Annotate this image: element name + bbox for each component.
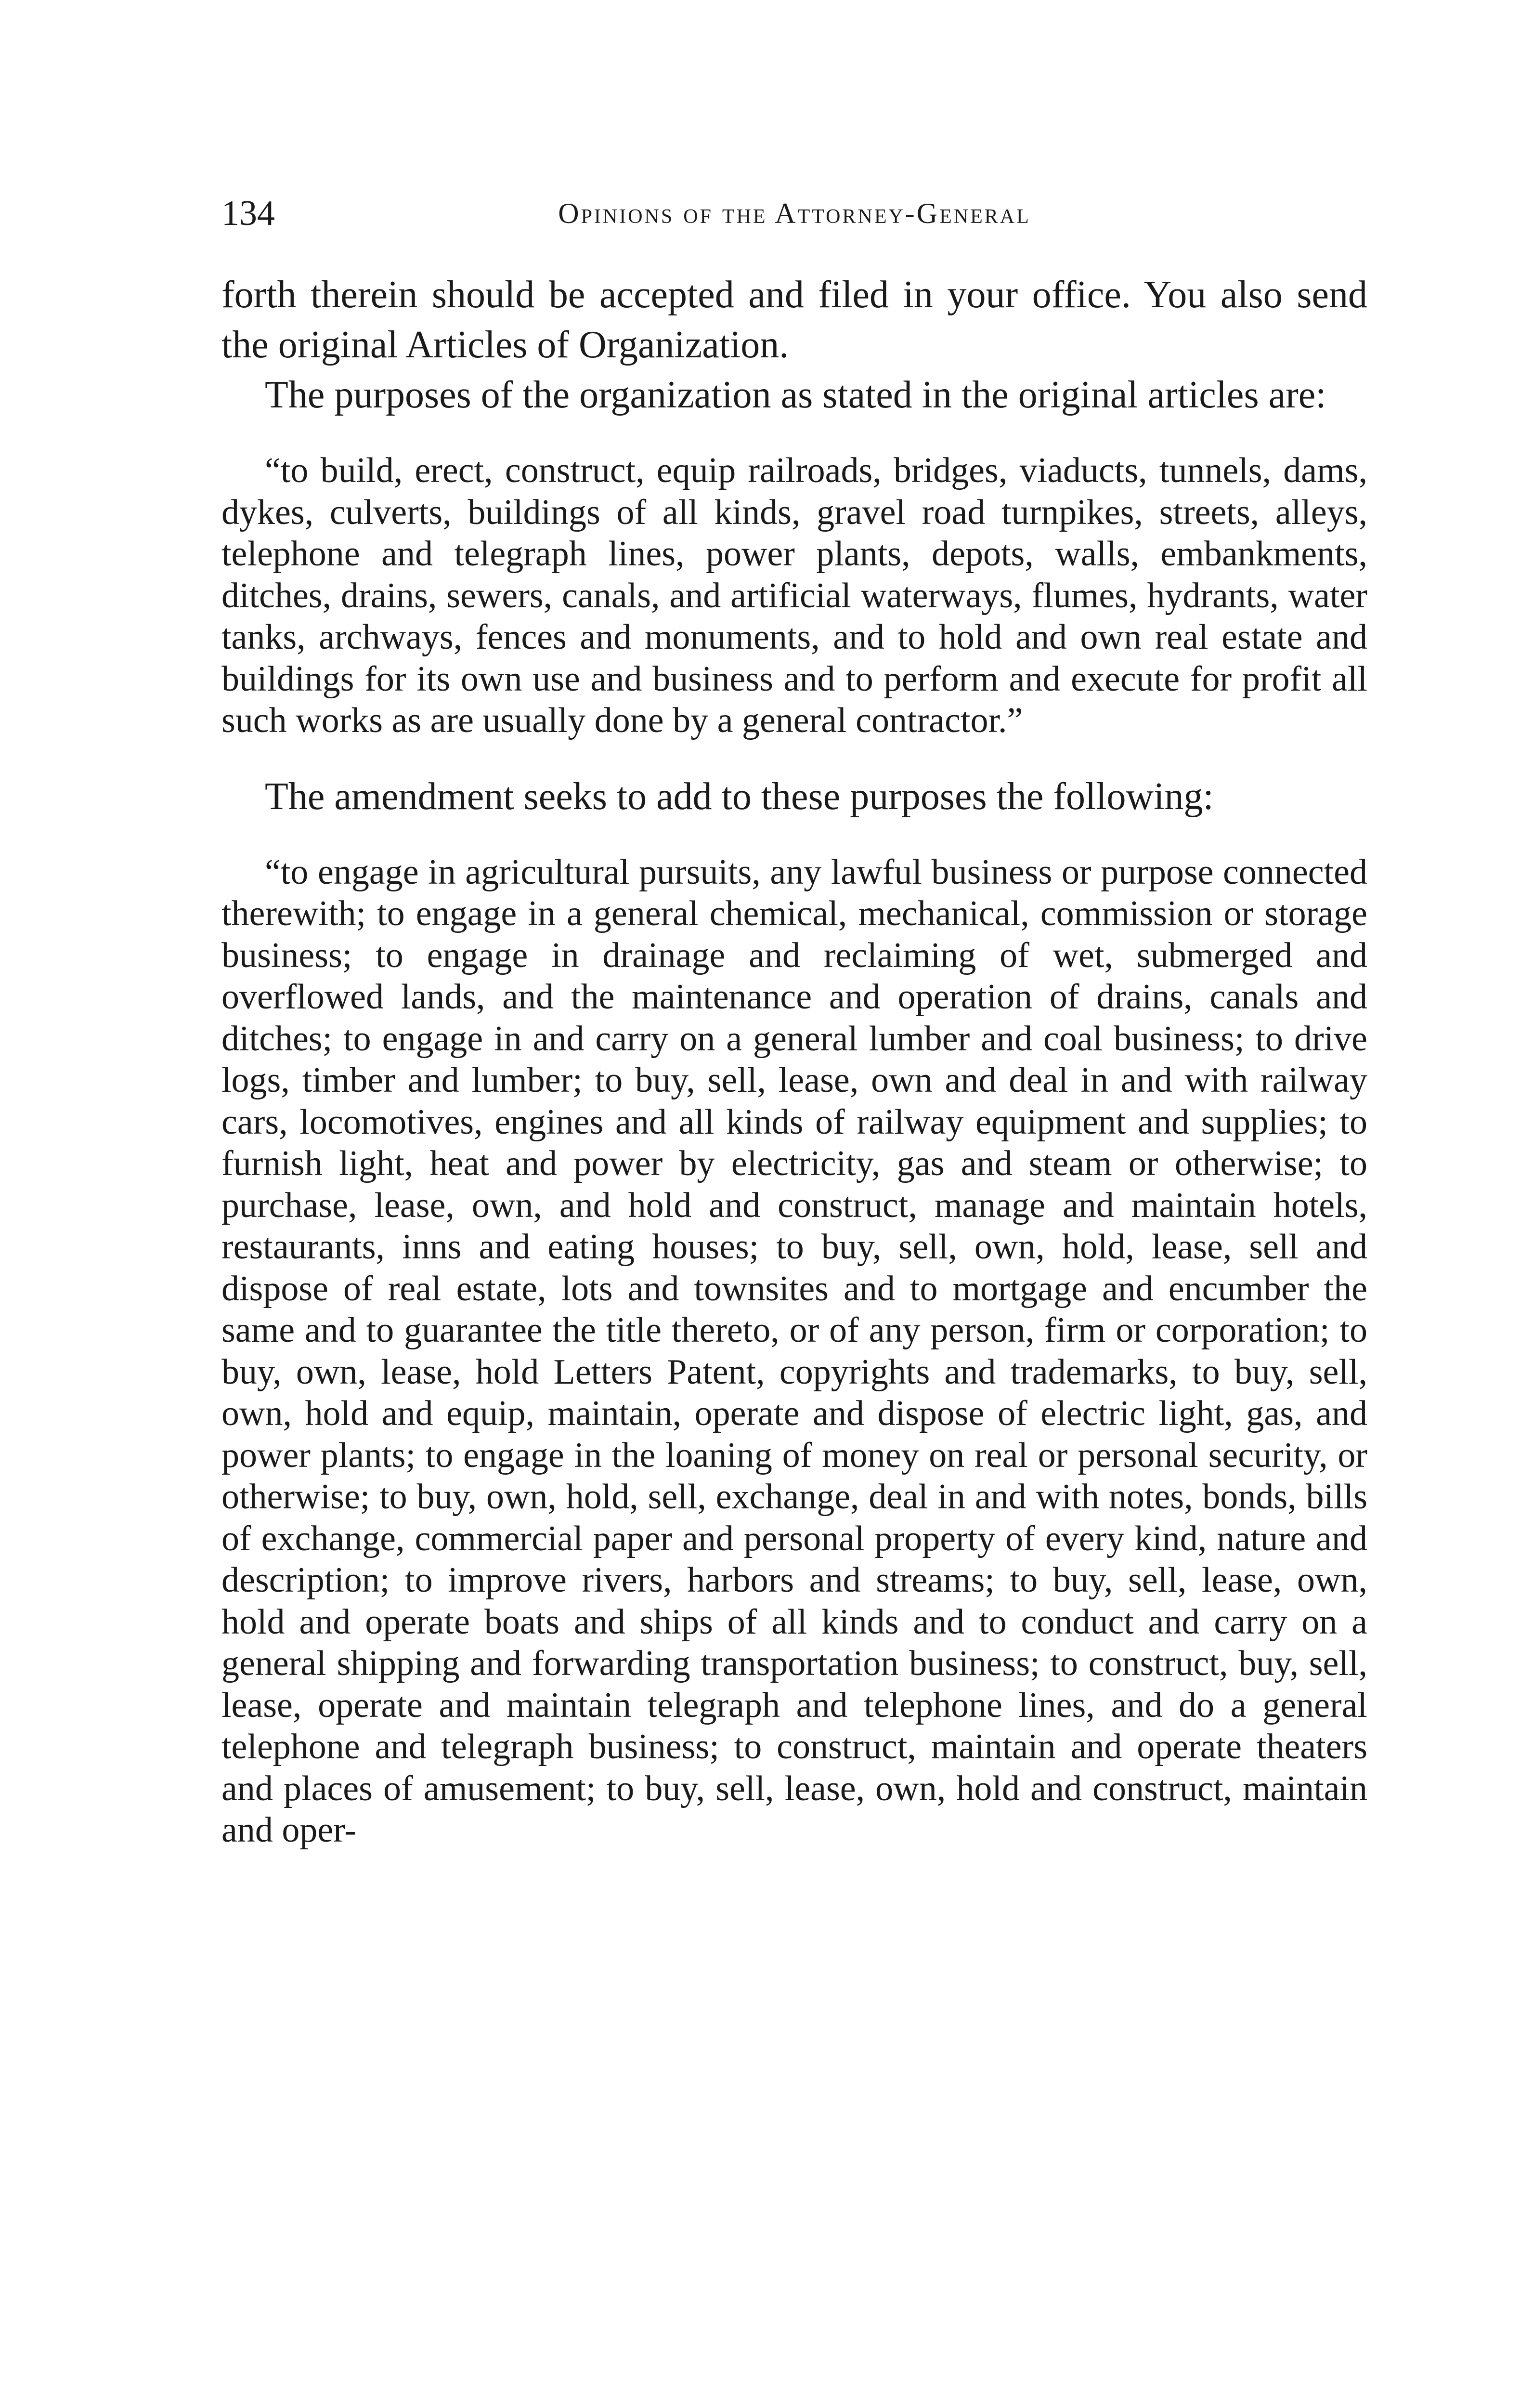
paragraph-3: The amendment seeks to add to these purposes the following: [265, 775, 1214, 818]
paragraph-1: forth therein should be accepted and filed in your office. You also send the original Articles of Organization. [221, 274, 1367, 366]
quoted-original-purposes: “to build, erect, construct, equip railroads, bridges, viaducts, tunnels, dams, dykes, culverts, buildings of all kinds, gravel road turnpikes, streets, alleys, telephone and telegraph lines, power plants, depots, walls, embankments, ditches, drains, sewers, canals, and artificial waterways, flumes, hydrants, water tanks, archways, fences and monuments, and to hold and own real estate and buildings for its own use and business and to perform and execute for profit all such works as are usually done by a general contractor.” [221, 451, 1367, 740]
running-title: Opinions of the Attorney-General [558, 197, 1031, 229]
page-header [221, 187, 1367, 240]
paragraph-2: The purposes of the organization as stated in the original articles are: [265, 374, 1326, 416]
quoted-amendment-purposes: “to engage in agricultural pursuits, any lawful business or purpose connected therewith; to engage in a general chemical, mechanical, commission or storage business; to engage in drainage and reclaiming of wet, submerged and overflowed lands, and the maintenance and operation of drains, canals and ditches; to engage in and carry on a general lumber and coal business; to drive logs, timber and lumber; to buy, sell, lease, own and deal in and with railway cars, locomotives, engines and all kinds of railway equipment and supplies; to furnish light, heat and power by electricity, gas and steam or otherwise; to purchase, lease, own, and hold and construct, manage and maintain hotels, restaurants, inns and eating houses; to buy, sell, own, hold, lease, sell and dispose of real estate, lots and townsites and to mortgage and encumber the same and to guarantee the title thereto, or of any person, firm or corporation; to buy, own, lease, hold Letters Patent, copyrights and trademarks, to buy, sell, own, hold and equip, maintain, operate and dispose of electric light, gas, and power plants; to engage in the loaning of money on real or personal security, or otherwise; to buy, own, hold, sell, exchange, deal in and with notes, bonds, bills of exchange, commercial paper and personal property of every kind, nature and description; to improve rivers, harbors and streams; to buy, sell, lease, own, hold and operate boats and ships of all kinds and to conduct and carry on a general shipping and forwarding transportation business; to construct, buy, sell, lease, operate and maintain telegraph and telephone lines, and do a general telephone and telegraph business; to construct, maintain and operate theaters and places of amusement; to buy, sell, lease, own, hold and construct, maintain and oper- [221, 852, 1367, 1850]
body-text [221, 270, 1367, 1851]
page-number: 134 [221, 194, 275, 233]
